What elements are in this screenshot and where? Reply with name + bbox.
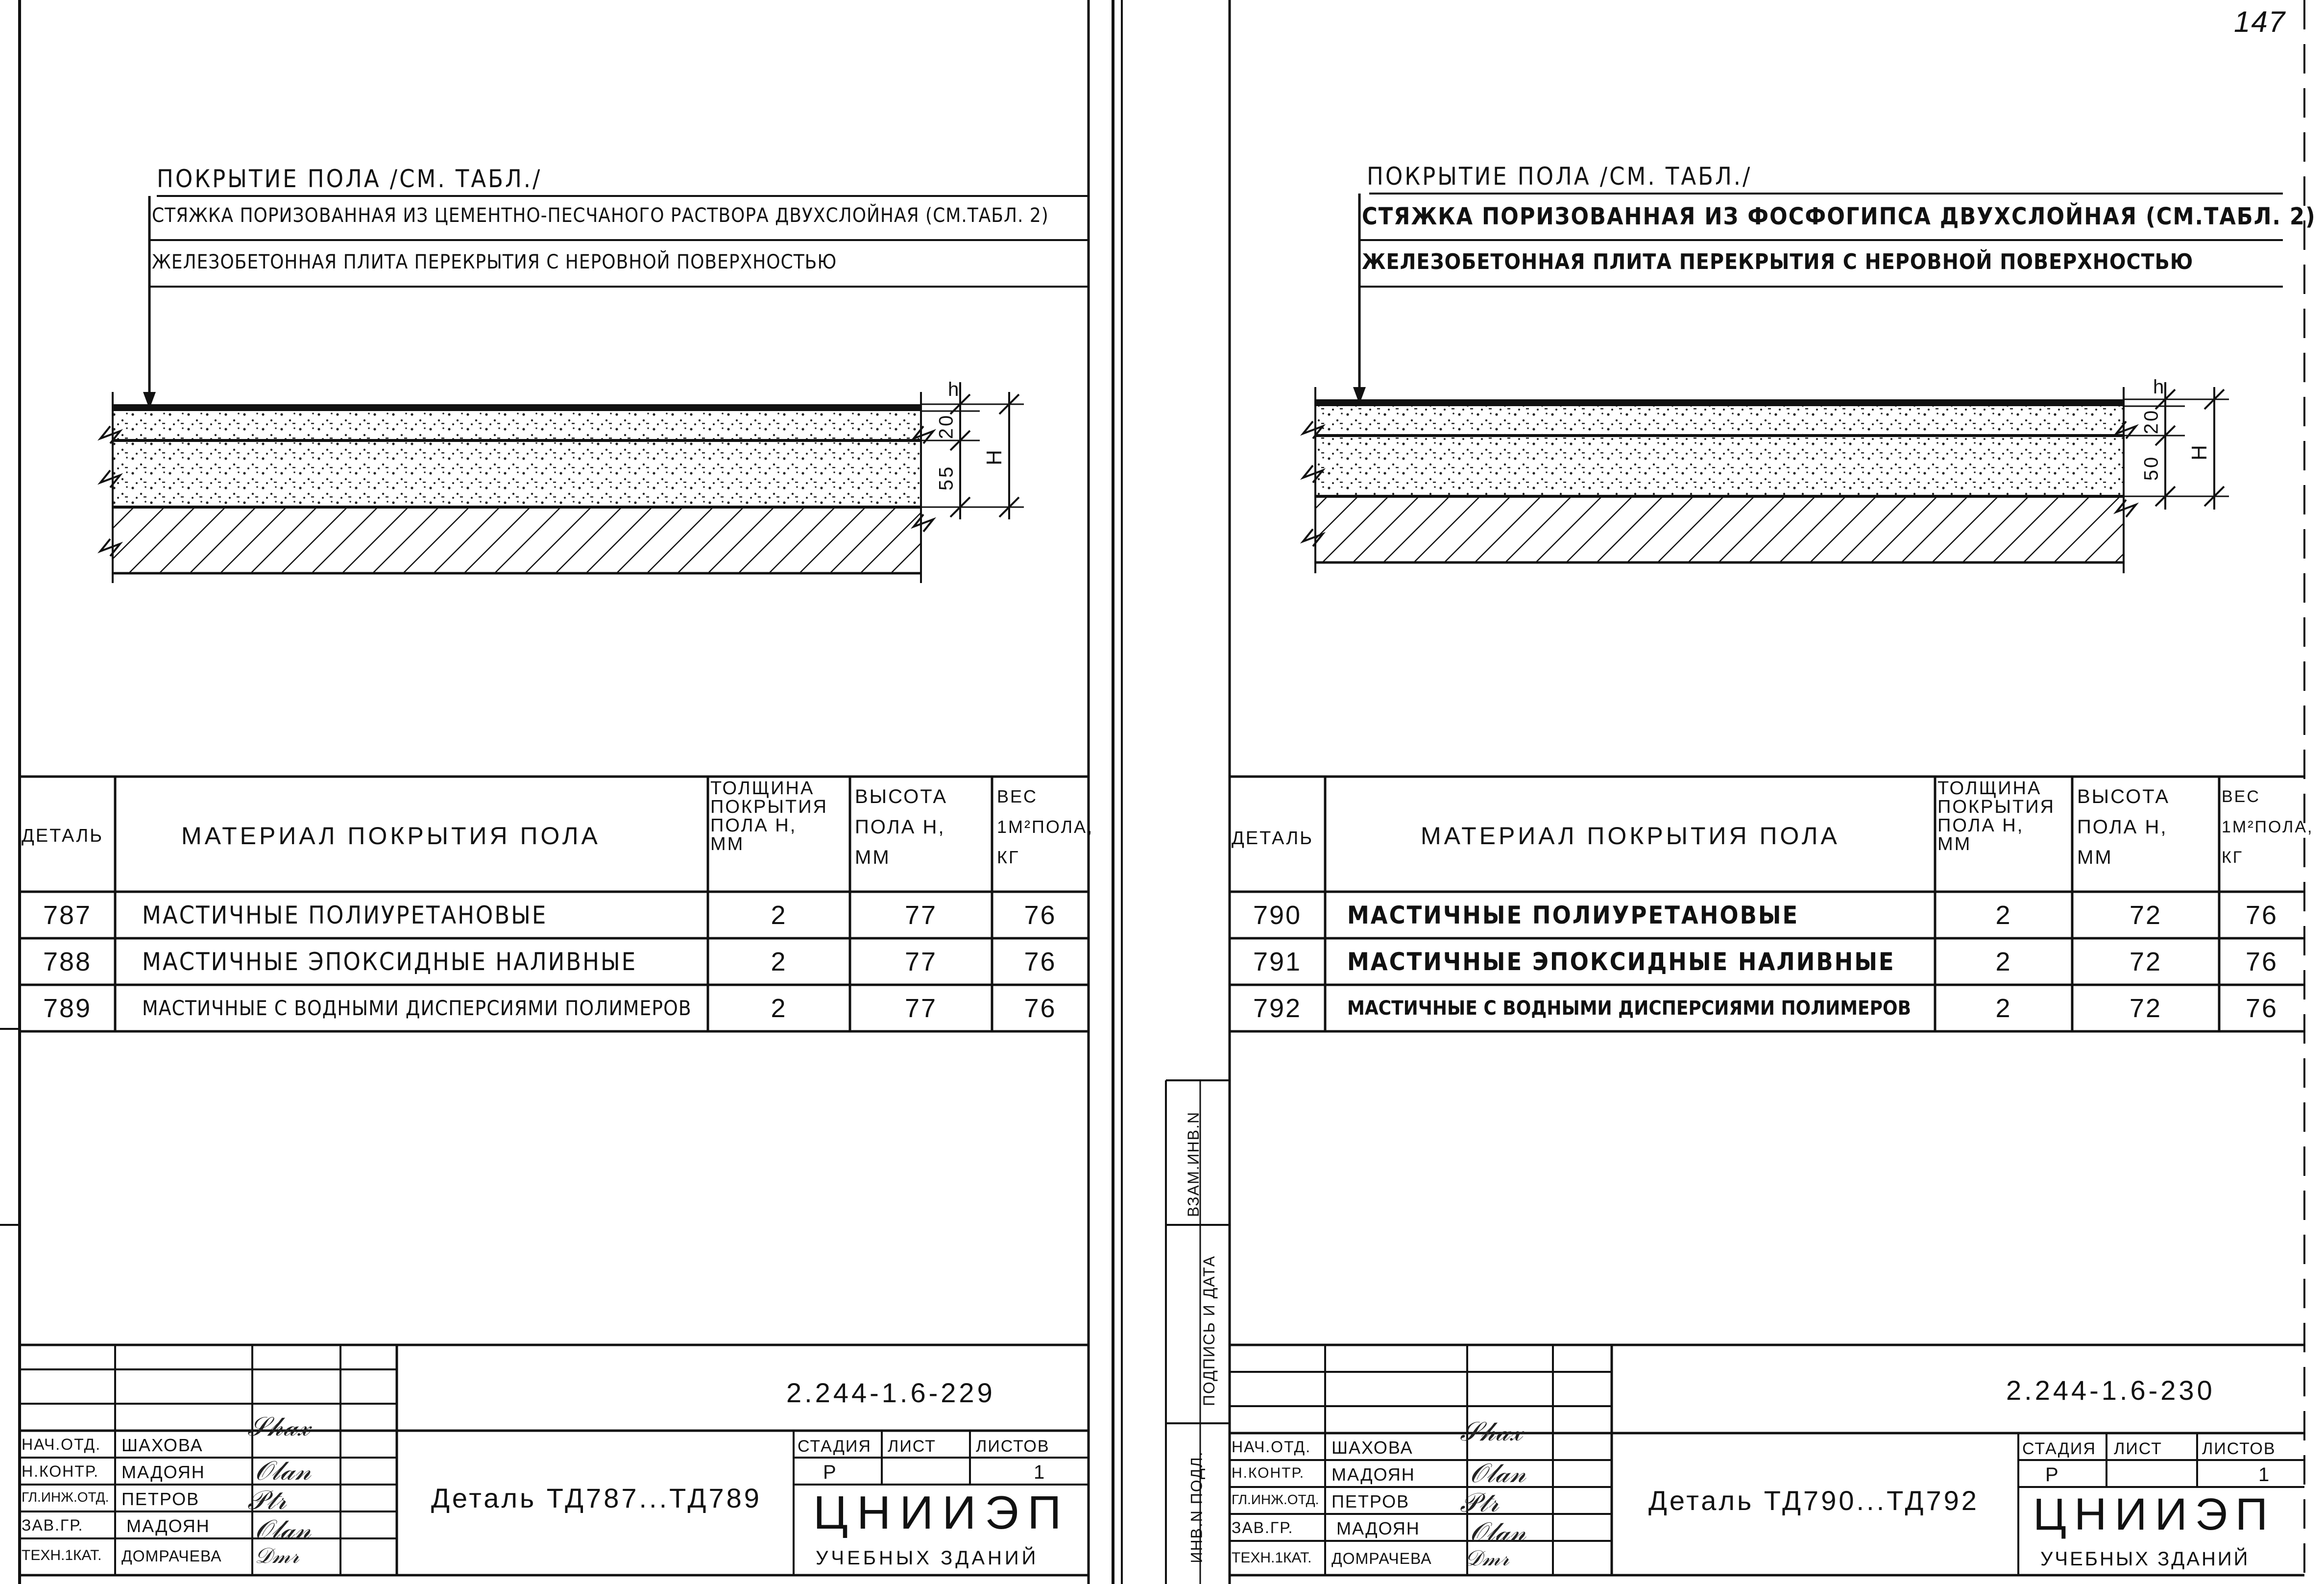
tb-name: ДОМРАЧЕВА — [1331, 1550, 1432, 1567]
row-detail: 792 — [1253, 993, 1302, 1023]
dim-20: 20 — [2140, 408, 2162, 435]
row-material: МАСТИЧНЫЕ ПОЛИУРЕТАНОВЫЕ — [142, 901, 548, 929]
tb-name: МАДОЯН — [126, 1516, 210, 1536]
stage-value: Р — [823, 1462, 837, 1483]
side-stamp-inventory: ИНВ.N ПОДЛ. — [1187, 1451, 1206, 1563]
header-weight: ВЕС 1М²ПОЛА, КГ — [997, 786, 1094, 867]
row-weight: 76 — [1024, 947, 1057, 976]
header-detail: ДЕТАЛЬ — [1232, 828, 1314, 849]
tb-name: ШАХОВА — [121, 1435, 203, 1455]
row-weight: 76 — [2245, 900, 2278, 930]
tb-role: ГЛ.ИНЖ.ОТД. — [22, 1489, 109, 1505]
tb-role: НАЧ.ОТД. — [22, 1436, 101, 1453]
tb-role: ЗАВ.ГР. — [22, 1516, 84, 1534]
header-height: ВЫСОТА ПОЛА H, ММ — [2077, 786, 2170, 868]
row-weight: 76 — [1024, 993, 1057, 1023]
drawing-code: 2.244-1.6-229 — [786, 1377, 995, 1408]
sheets-value: 1 — [1034, 1462, 1046, 1483]
page-number: 147 — [2234, 5, 2286, 38]
dim-20: 20 — [935, 413, 957, 439]
row-height: 77 — [904, 993, 938, 1023]
sheets-value: 1 — [2258, 1464, 2271, 1486]
tb-role: ЗАВ.ГР. — [1232, 1519, 1294, 1536]
organization-subtitle: УЧЕБНЫХ ЗДАНИЙ — [816, 1547, 1039, 1569]
signature-image: 𝒮𝒽𝒶𝓍 — [1460, 1416, 1523, 1447]
organization-subtitle: УЧЕБНЫХ ЗДАНИЙ — [2040, 1548, 2250, 1570]
signature-image: 𝒪𝓁𝒶𝓃 — [255, 1455, 311, 1486]
tb-name: ПЕТРОВ — [121, 1489, 200, 1509]
row-material: МАСТИЧНЫЕ С ВОДНЫМИ ДИСПЕРСИЯМИ ПОЛИМЕРОВ — [142, 996, 692, 1020]
tb-name: ДОМРАЧЕВА — [121, 1547, 222, 1565]
row-thickness: 2 — [1995, 947, 2012, 976]
header-height: ВЫСОТА ПОЛА H, ММ — [855, 786, 947, 868]
tb-role: НАЧ.ОТД. — [1232, 1438, 1311, 1456]
tb-role: ТЕХН.1КАТ. — [1232, 1550, 1312, 1566]
header-material: МАТЕРИАЛ ПОКРЫТИЯ ПОЛА — [1421, 822, 1840, 850]
side-stamp-replacement: ВЗАМ.ИНВ.N — [1184, 1111, 1202, 1217]
floor-covering-label: ПОКРЫТИЕ ПОЛА /СМ. ТАБЛ./ — [1367, 162, 1752, 191]
tb-role: ТЕХН.1КАТ. — [22, 1547, 102, 1563]
tb-role: ГЛ.ИНЖ.ОТД. — [1232, 1492, 1319, 1507]
header-detail: ДЕТАЛЬ — [22, 826, 104, 846]
row-material: МАСТИЧНЫЕ ПОЛИУРЕТАНОВЫЕ — [1347, 901, 1799, 929]
row-detail: 788 — [43, 947, 92, 976]
tb-name: МАДОЯН — [1331, 1464, 1415, 1485]
signature-image: 𝒟𝓂𝓇 — [1465, 1546, 1509, 1571]
right-sheet — [1122, 0, 2324, 1584]
organization-name: ЦНИИЭП — [813, 1487, 1070, 1539]
tb-name: МАДОЯН — [121, 1462, 205, 1482]
dim-H: H — [982, 448, 1006, 465]
tb-role: Н.КОНТР. — [22, 1462, 99, 1480]
sheets-header: ЛИСТОВ — [976, 1437, 1050, 1456]
drawing-code: 2.244-1.6-230 — [2006, 1375, 2215, 1406]
row-thickness: 2 — [1995, 900, 2012, 930]
dim-h: h — [948, 379, 961, 400]
tb-role: Н.КОНТР. — [1232, 1465, 1305, 1481]
tb-name: ПЕТРОВ — [1331, 1491, 1410, 1511]
row-detail: 787 — [43, 900, 92, 930]
floor-covering-label: ПОКРЫТИЕ ПОЛА /СМ. ТАБЛ./ — [157, 165, 542, 193]
drawing-title: Деталь ТД790...ТД792 — [1648, 1485, 1979, 1516]
sheet-header: ЛИСТ — [888, 1437, 936, 1456]
dim-bottom: 50 — [2140, 455, 2162, 481]
organization-name: ЦНИИЭП — [2033, 1489, 2276, 1539]
row-detail: 789 — [43, 993, 92, 1023]
signature-image: 𝒟𝓂𝓇 — [255, 1543, 299, 1568]
screed-label: СТЯЖКА ПОРИЗОВАННАЯ ИЗ ЦЕМЕНТНО-ПЕСЧАНОГО РАСТВОРА ДВУХСЛОЙНАЯ (СМ.ТАБЛ. 2) — [152, 204, 1049, 227]
row-weight: 76 — [2245, 993, 2278, 1023]
row-detail: 791 — [1253, 947, 1302, 976]
dim-H: H — [2187, 443, 2211, 461]
row-height: 72 — [2129, 947, 2162, 976]
row-weight: 76 — [1024, 900, 1057, 930]
dim-bottom: 55 — [935, 464, 957, 491]
tb-name: ШАХОВА — [1331, 1438, 1413, 1458]
screed-label: СТЯЖКА ПОРИЗОВАННАЯ ИЗ ФОСФОГИПСА ДВУХСЛОЙНАЯ (СМ.ТАБЛ. 2) — [1362, 203, 2316, 230]
row-detail: 790 — [1253, 900, 1302, 930]
drawing-title: Деталь ТД787...ТД789 — [431, 1483, 762, 1513]
signature-image: 𝒪𝓁𝒶𝓃 — [255, 1514, 311, 1545]
slab-label: ЖЕЛЕЗОБЕТОННАЯ ПЛИТА ПЕРЕКРЫТИЯ С НЕРОВНОЙ ПОВЕРХНОСТЬЮ — [1362, 249, 2194, 274]
row-height: 72 — [2129, 993, 2162, 1023]
header-thickness: ТОЛЩИНА ПОКРЫТИЯ ПОЛА H, ММ — [1937, 778, 2055, 854]
header-weight: ВЕС 1М²ПОЛА, КГ — [2222, 787, 2314, 867]
left-sheet — [0, 0, 1113, 1584]
sheets-header: ЛИСТОВ — [2202, 1439, 2276, 1458]
row-material: МАСТИЧНЫЕ ЭПОКСИДНЫЕ НАЛИВНЫЕ — [142, 947, 637, 976]
signature-image: 𝒫𝓉𝓇 — [247, 1485, 287, 1515]
tb-name: МАДОЯН — [1336, 1518, 1420, 1538]
signature-image: 𝒪𝓁𝒶𝓃 — [1470, 1458, 1526, 1488]
row-material: МАСТИЧНЫЕ ЭПОКСИДНЫЕ НАЛИВНЫЕ — [1347, 947, 1895, 976]
signature-image: 𝒫𝓉𝓇 — [1460, 1487, 1499, 1518]
row-thickness: 2 — [771, 900, 787, 930]
row-height: 72 — [2129, 900, 2162, 930]
stage-value: Р — [2045, 1464, 2059, 1486]
row-thickness: 2 — [771, 993, 787, 1023]
side-stamp-signature: ПОДПИСЬ И ДАТА — [1200, 1255, 1218, 1407]
dim-h: h — [2153, 376, 2166, 398]
header-material: МАТЕРИАЛ ПОКРЫТИЯ ПОЛА — [181, 822, 601, 850]
row-height: 77 — [904, 947, 938, 976]
stage-header: СТАДИЯ — [798, 1437, 872, 1456]
row-thickness: 2 — [771, 947, 787, 976]
row-material: МАСТИЧНЫЕ С ВОДНЫМИ ДИСПЕРСИЯМИ ПОЛИМЕРОВ — [1347, 997, 1912, 1020]
stage-header: СТАДИЯ — [2022, 1439, 2096, 1458]
row-height: 77 — [904, 900, 938, 930]
header-thickness: ТОЛЩИНА ПОКРЫТИЯ ПОЛА H, ММ — [710, 778, 828, 854]
signature-image: 𝒮𝒽𝒶𝓍 — [247, 1411, 310, 1442]
row-thickness: 2 — [1995, 993, 2012, 1023]
sheet-header: ЛИСТ — [2114, 1439, 2162, 1458]
slab-label: ЖЕЛЕЗОБЕТОННАЯ ПЛИТА ПЕРЕКРЫТИЯ С НЕРОВНОЙ ПОВЕРХНОСТЬЮ — [152, 251, 837, 273]
signature-image: 𝒪𝓁𝒶𝓃 — [1470, 1516, 1526, 1547]
row-weight: 76 — [2245, 947, 2278, 976]
